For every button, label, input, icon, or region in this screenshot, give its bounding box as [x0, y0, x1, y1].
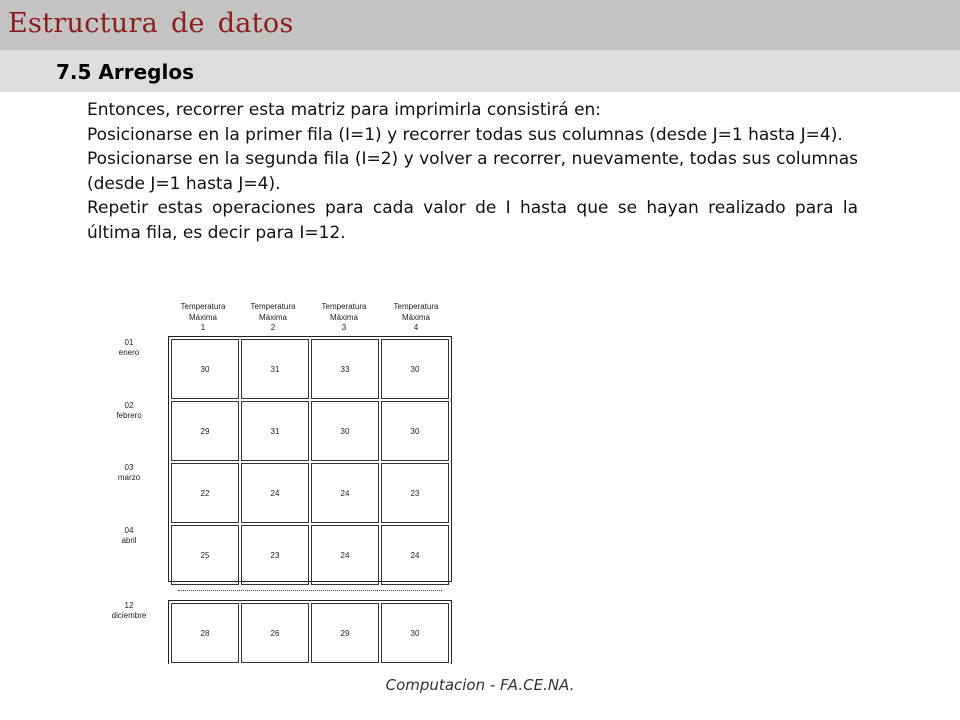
column-header-4: Temperatura Máxima 4	[393, 302, 439, 332]
matrix-cell: 28	[171, 603, 239, 663]
footer-text: Computacion - FA.CE.NA.	[385, 676, 575, 694]
matrix-cell: 29	[311, 603, 379, 663]
matrix-cell: 31	[241, 339, 309, 399]
page-title: Estructura de datos	[8, 8, 294, 39]
row-label-diciembre: 12 diciembre	[111, 601, 147, 620]
matrix-cell: 25	[171, 525, 239, 585]
column-header-2: Temperatura Máxima 2	[250, 302, 296, 332]
matrix-cell: 26	[241, 603, 309, 663]
ellipsis-separator	[178, 590, 442, 591]
paragraph-intro: Entonces, recorrer esta matriz para imprimirla consistirá en:	[87, 100, 602, 120]
matrix-cell: 30	[171, 339, 239, 399]
matrix-cell: 30	[381, 339, 449, 399]
matrix-cell: 24	[311, 525, 379, 585]
column-header-1: Temperatura Máxima 1	[180, 302, 226, 332]
section-title: 7.5 Arreglos	[56, 60, 194, 84]
matrix-cell: 29	[171, 401, 239, 461]
matrix-cell: 30	[311, 401, 379, 461]
row-label-febrero: 02 febrero	[116, 401, 142, 420]
matrix-cell: 24	[381, 525, 449, 585]
row-label-enero: 01 enero	[118, 338, 140, 357]
row-label-abril: 04 abril	[121, 526, 137, 545]
matrix-cell: 30	[381, 603, 449, 663]
matrix-cell: 24	[241, 463, 309, 523]
matrix-cell: 23	[381, 463, 449, 523]
matrix-cell: 22	[171, 463, 239, 523]
matrix-cell: 30	[381, 401, 449, 461]
paragraph-second-row: Posicionarse en la segunda fila (I=2) y volver a recorrer, nuevamente, todas sus columnas (desde J=1 hasta J=4).	[87, 149, 858, 194]
paragraph-first-row: Posicionarse en la primer fila (I=1) y recorrer todas sus columnas (desde J=1 hasta J=4).	[87, 124, 843, 145]
matrix-cell: 31	[241, 401, 309, 461]
matrix-cell: 33	[311, 339, 379, 399]
matrix-cell: 24	[311, 463, 379, 523]
paragraph-repeat: Repetir estas operaciones para cada valor de I hasta que se hayan realizado para la última fila, es decir para I=12.	[87, 198, 858, 243]
matrix-cell: 23	[241, 525, 309, 585]
row-label-marzo: 03 marzo	[117, 463, 141, 482]
column-header-3: Temperatura Máxima 3	[321, 302, 367, 332]
